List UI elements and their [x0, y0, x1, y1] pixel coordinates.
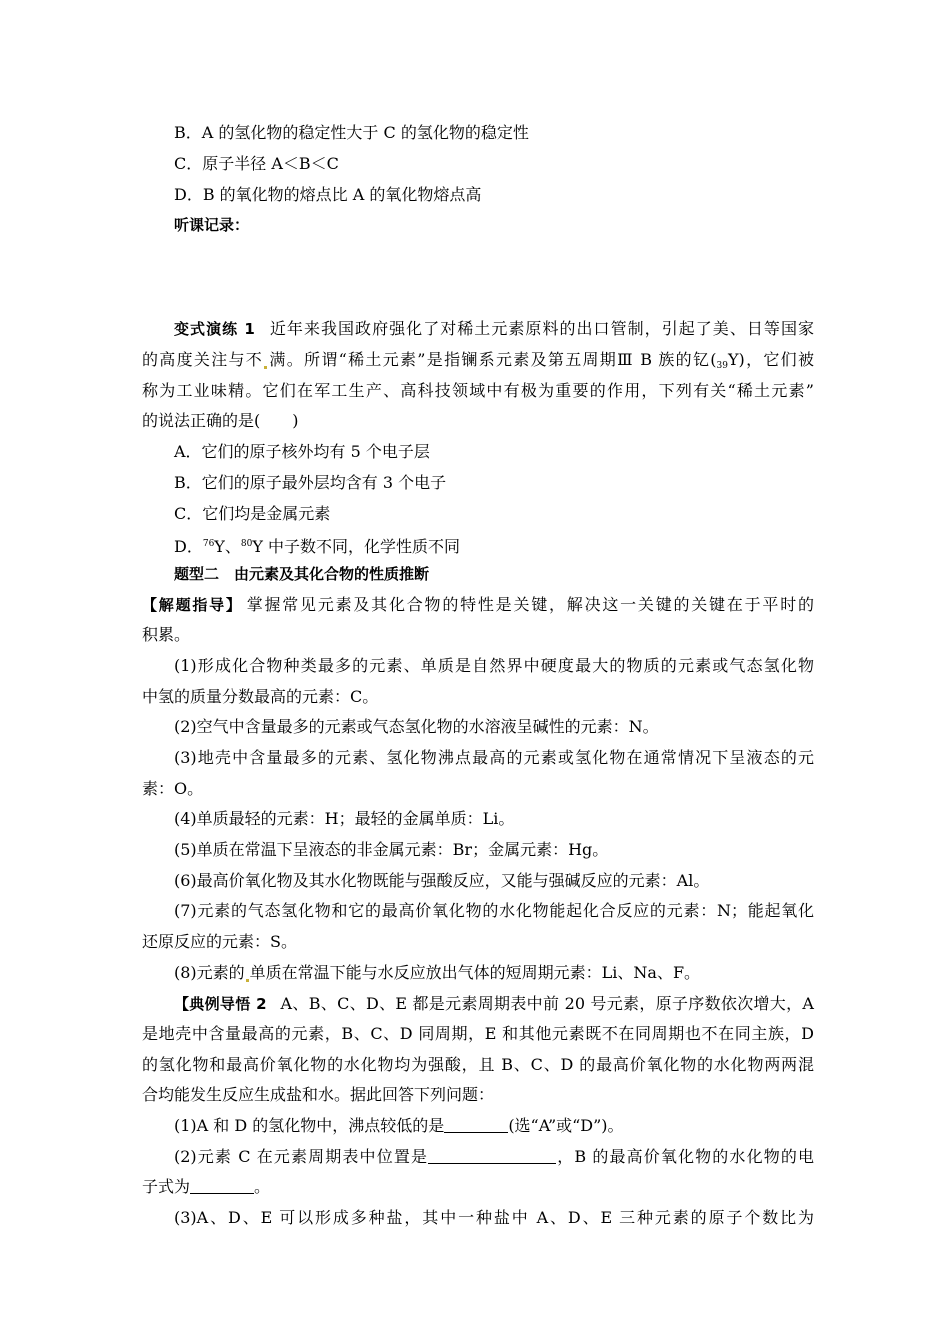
item-7-line-2: 还原反应的元素：S。	[142, 932, 297, 951]
guide-line-1	[142, 594, 814, 616]
guide-text-1: 掌握常见元素及其化合物的特性是关键，解决这一关键的关键在于平时的	[246, 595, 814, 614]
item-3-line-2: 素：O。	[142, 779, 204, 798]
guide-label: 【解题指导】	[142, 596, 243, 614]
q1-answer-blank[interactable]	[444, 1116, 508, 1133]
item-6: (6)最高价氧化物及其水化物既能与强酸反应，又能与强碱反应的元素：Al。	[174, 871, 710, 890]
item-1-line-1: (1)形成化合物种类最多的元素、单质是自然界中硬度最大的物质的元素或气态氢化物	[174, 656, 814, 675]
q2-text-a: (2)元素 C 在元素周期表中位置是	[174, 1147, 429, 1166]
variant-1-line-3: 称为工业味精。它们在军工生产、高科技领域中有极为重要的作用，下列有关“稀土元素”	[142, 381, 814, 400]
guide-line-2: 积累。	[142, 625, 191, 644]
lecture-notes-label: 听课记录：	[174, 216, 250, 234]
item-2: (2)空气中含量最多的元素或气态氢化物的水溶液呈碱性的元素：N。	[174, 717, 659, 736]
example-2-line-4: 合均能发生反应生成盐和水。据此回答下列问题：	[142, 1085, 495, 1104]
margin-mark	[264, 366, 267, 369]
variant-1-line-1	[174, 318, 814, 340]
option-c: C．原子半径 A＜B＜C	[174, 154, 339, 173]
q2-answer-blank-formula[interactable]	[190, 1177, 254, 1194]
example-2-line-2: 是地壳中含量最高的元素，B、C、D 同周期，E 和其他元素既不在同周期也不在同主族，D	[142, 1024, 814, 1043]
variant-1-option-a: A．它们的原子核外均有 5 个电子层	[174, 442, 430, 461]
example-2-q3: (3)A、D、E 可以形成多种盐，其中一种盐中 A、D、E 三种元素的原子个数比为	[174, 1208, 814, 1227]
item-8-text-a: (8)元素的	[174, 963, 245, 982]
variant-1-option-c: C．它们均是金属元素	[174, 504, 331, 523]
item-3-line-1: (3)地壳中含量最多的元素、氢化物沸点最高的元素或氢化物在通常情况下呈液态的元	[174, 748, 814, 767]
variant-1-option-b: B．它们的原子最外层均含有 3 个电子	[174, 473, 447, 492]
q2-text-b: ，B 的最高价氧化物的水化物的电	[556, 1147, 814, 1166]
item-8-text-b: 单质在常温下能与水反应放出气体的短周期元素：Li、Na、F。	[249, 963, 701, 982]
variant-1-text-2a: 的高度关注与不	[142, 350, 264, 369]
example-2-line-1	[174, 993, 814, 1015]
example-2-q1	[174, 1115, 814, 1137]
mass-number-76: 76	[202, 539, 215, 549]
example-2-label: 【典例导悟 2	[174, 995, 267, 1013]
option-d: D．B 的氧化物的熔点比 A 的氧化物熔点高	[174, 185, 482, 204]
mass-number-80: 80	[240, 539, 253, 549]
item-1-line-2: 中氢的质量分数最高的元素：C。	[142, 687, 379, 706]
item-8	[174, 962, 814, 984]
option-d-rest: Y 中子数不同，化学性质不同	[252, 537, 460, 556]
item-4: (4)单质最轻的元素：H；最轻的金属单质：Li。	[174, 809, 515, 828]
variant-1-text-2c: Y)，它们被	[727, 350, 814, 369]
example-2-q2	[174, 1146, 814, 1168]
example-2-q2-line-2	[142, 1176, 814, 1198]
item-5: (5)单质在常温下呈液态的非金属元素：Br；金属元素：Hg。	[174, 840, 609, 859]
option-d-prefix: D．	[174, 537, 203, 556]
variant-1-heading: 变式演练 1	[174, 320, 255, 338]
q2-line2-text-b: 。	[254, 1177, 271, 1196]
option-d-mid: Y、	[214, 537, 241, 556]
variant-1-line-4: 的说法正确的是( )	[142, 411, 299, 430]
option-b: B．A 的氢化物的稳定性大于 C 的氢化物的稳定性	[174, 123, 529, 142]
example-2-text-1: A、B、C、D、E 都是元素周期表中前 20 号元素，原子序数依次增大，A	[280, 994, 814, 1013]
variant-1-line-2	[142, 349, 814, 377]
variant-1-text-2b: 满。所谓“稀土元素”是指镧系元素及第五周期Ⅲ B 族的钇(	[268, 350, 717, 369]
q2-line2-text-a: 子式为	[142, 1177, 191, 1196]
example-2-line-3: 的氢化物和最高价氧化物的水化物均为强酸，且 B、C、D 的最高价氧化物的水化物两两混	[142, 1055, 814, 1074]
variant-1-option-d	[174, 533, 814, 558]
section-2-heading: 题型二 由元素及其化合物的性质推断	[174, 565, 430, 583]
variant-1-text-1: 近年来我国政府强化了对稀土元素原料的出口管制，引起了美、日等国家	[268, 319, 814, 338]
atomic-number-sub: 39	[716, 361, 728, 371]
q1-text-a: (1)A 和 D 的氢化物中，沸点较低的是	[174, 1116, 445, 1135]
margin-mark	[246, 979, 249, 982]
q1-text-b: (选“A”或“D”)。	[508, 1116, 624, 1135]
q2-answer-blank-position[interactable]	[428, 1147, 556, 1164]
item-7-line-1: (7)元素的气态氢化物和它的最高价氧化物的水化物能起化合反应的元素：N；能起氧化	[174, 901, 814, 920]
